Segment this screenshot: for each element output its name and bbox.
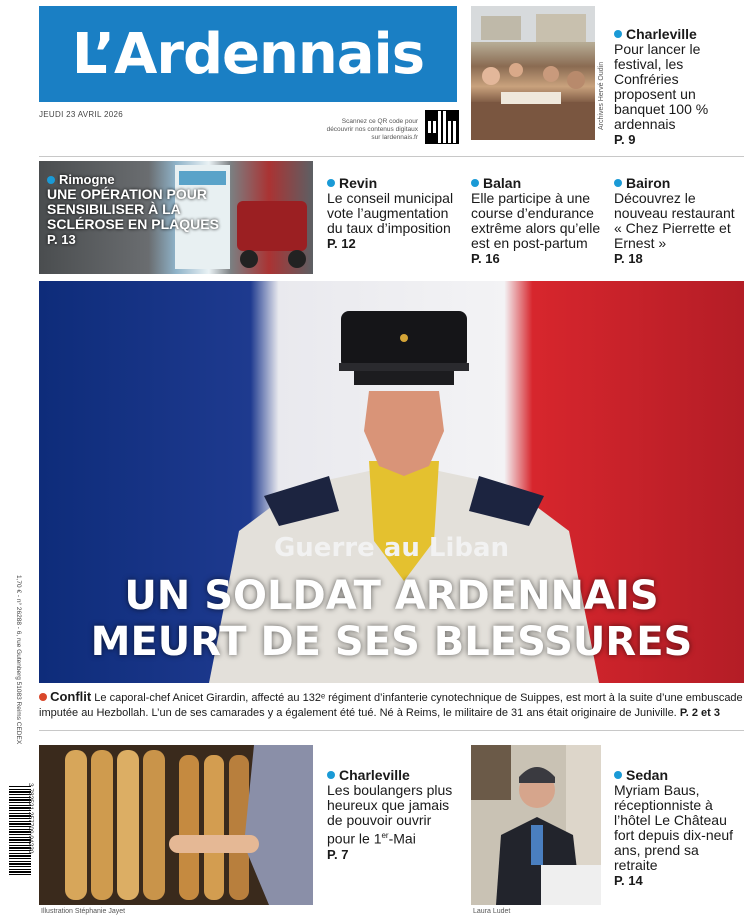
story-text: Le conseil municipal vote l’augmentation du taux d’imposition (327, 190, 454, 236)
banquet-photo[interactable] (471, 6, 595, 140)
story-text: Les boulangers plus heureux que jamais de pouvoir ouvrir pour le 1er-Mai (327, 782, 453, 847)
bullet-icon (614, 30, 622, 38)
barcode-number: 3 782521 257709 04230 (27, 783, 34, 854)
baguettes-scene (39, 745, 313, 905)
banquet-scene (471, 6, 595, 140)
story-text: Myriam Baus, réceptionniste à l’hôtel Le Château fort depuis dix-neuf ans, prend sa retraite (614, 782, 734, 873)
story-city: Sedan (614, 767, 744, 783)
story-text: Pour lancer le festival, les Confréries proposent un banquet 100 % ardennais (614, 41, 709, 132)
section-tag: Conflit (50, 689, 92, 704)
conflict-text: Le caporal-chef Anicet Girardin, affecté au 132ᵉ régiment d’infanterie cynotechnique de Suippes, est mort à la suite d’une embuscade imputée au Hezbollah. L’un de ses camarades y a également été tué. Né à Reims, le militaire de 31 ans était originaire de Juniville. (39, 692, 743, 719)
story-headline: UNE OPÉRATION POUR SENSIBILISER À LA SCLÉROSE EN PLAQUES (47, 186, 219, 232)
photo-credit: Laura Ludet (473, 908, 511, 915)
page-ref: P. 2 et 3 (679, 707, 720, 719)
issue-date: JEUDI 23 AVRIL 2026 (39, 110, 123, 119)
receptionist-scene (471, 745, 601, 905)
conflict-summary[interactable] (39, 689, 744, 721)
receptionist-photo[interactable] (471, 745, 601, 905)
bairon-teaser[interactable] (614, 175, 744, 266)
hero-kicker: Guerre au Liban (273, 533, 510, 563)
page-ref: P. 13 (47, 232, 76, 247)
page-ref: P. 12 (327, 236, 356, 251)
story-city: Revin (327, 175, 457, 191)
divider (39, 156, 744, 157)
hero-headline: UN SOLDAT ARDENNAIS MEURT DE SES BLESSURES (90, 573, 693, 665)
top-story[interactable] (614, 26, 744, 147)
bullet-icon (327, 771, 335, 779)
story-text: Découvrez le nouveau restaurant « Chez Pierrette et Ernest » (614, 190, 735, 251)
newspaper-logo[interactable]: L’Ardennais (39, 6, 457, 102)
qr-code-icon[interactable] (425, 110, 459, 144)
bullet-icon (614, 771, 622, 779)
page-ref: P. 14 (614, 873, 643, 888)
bullet-icon (47, 176, 55, 184)
rimogne-teaser[interactable] (47, 172, 222, 247)
story-city: Rimogne (47, 172, 222, 187)
page-ref: P. 16 (471, 251, 500, 266)
story-city: Charleville (614, 26, 744, 42)
balan-teaser[interactable] (471, 175, 601, 266)
bullet-icon (327, 179, 335, 187)
bullet-icon (471, 179, 479, 187)
page-ref: P. 9 (614, 132, 636, 147)
bread-photo[interactable] (39, 745, 313, 905)
page-ref: P. 7 (327, 846, 349, 862)
bakers-teaser[interactable] (327, 767, 457, 862)
hero-story[interactable] (39, 281, 744, 683)
photo-credit: Archives Hervé Oudin (598, 61, 605, 130)
revin-teaser[interactable] (327, 175, 457, 251)
story-city: Charleville (327, 767, 457, 783)
story-text: Elle participe à une course d’endurance extrême alors qu’elle est en post-partum (471, 190, 601, 251)
story-city: Balan (471, 175, 601, 191)
page-ref: P. 18 (614, 251, 643, 266)
bullet-icon (39, 693, 47, 701)
legal-spine (8, 575, 22, 775)
sedan-teaser[interactable] (614, 767, 744, 888)
divider (39, 730, 744, 731)
qr-caption: Scannez ce QR code pour découvrir nos contenus digitaux sur lardennais.fr (326, 118, 418, 141)
bullet-icon (614, 179, 622, 187)
photo-credit: Illustration Stéphanie Jayet (41, 908, 126, 915)
legal-text: 1,70 € - n° 26288 - 6, rue Gutenberg 51083 Reims CEDEX (15, 575, 22, 745)
story-city: Bairon (614, 175, 744, 191)
